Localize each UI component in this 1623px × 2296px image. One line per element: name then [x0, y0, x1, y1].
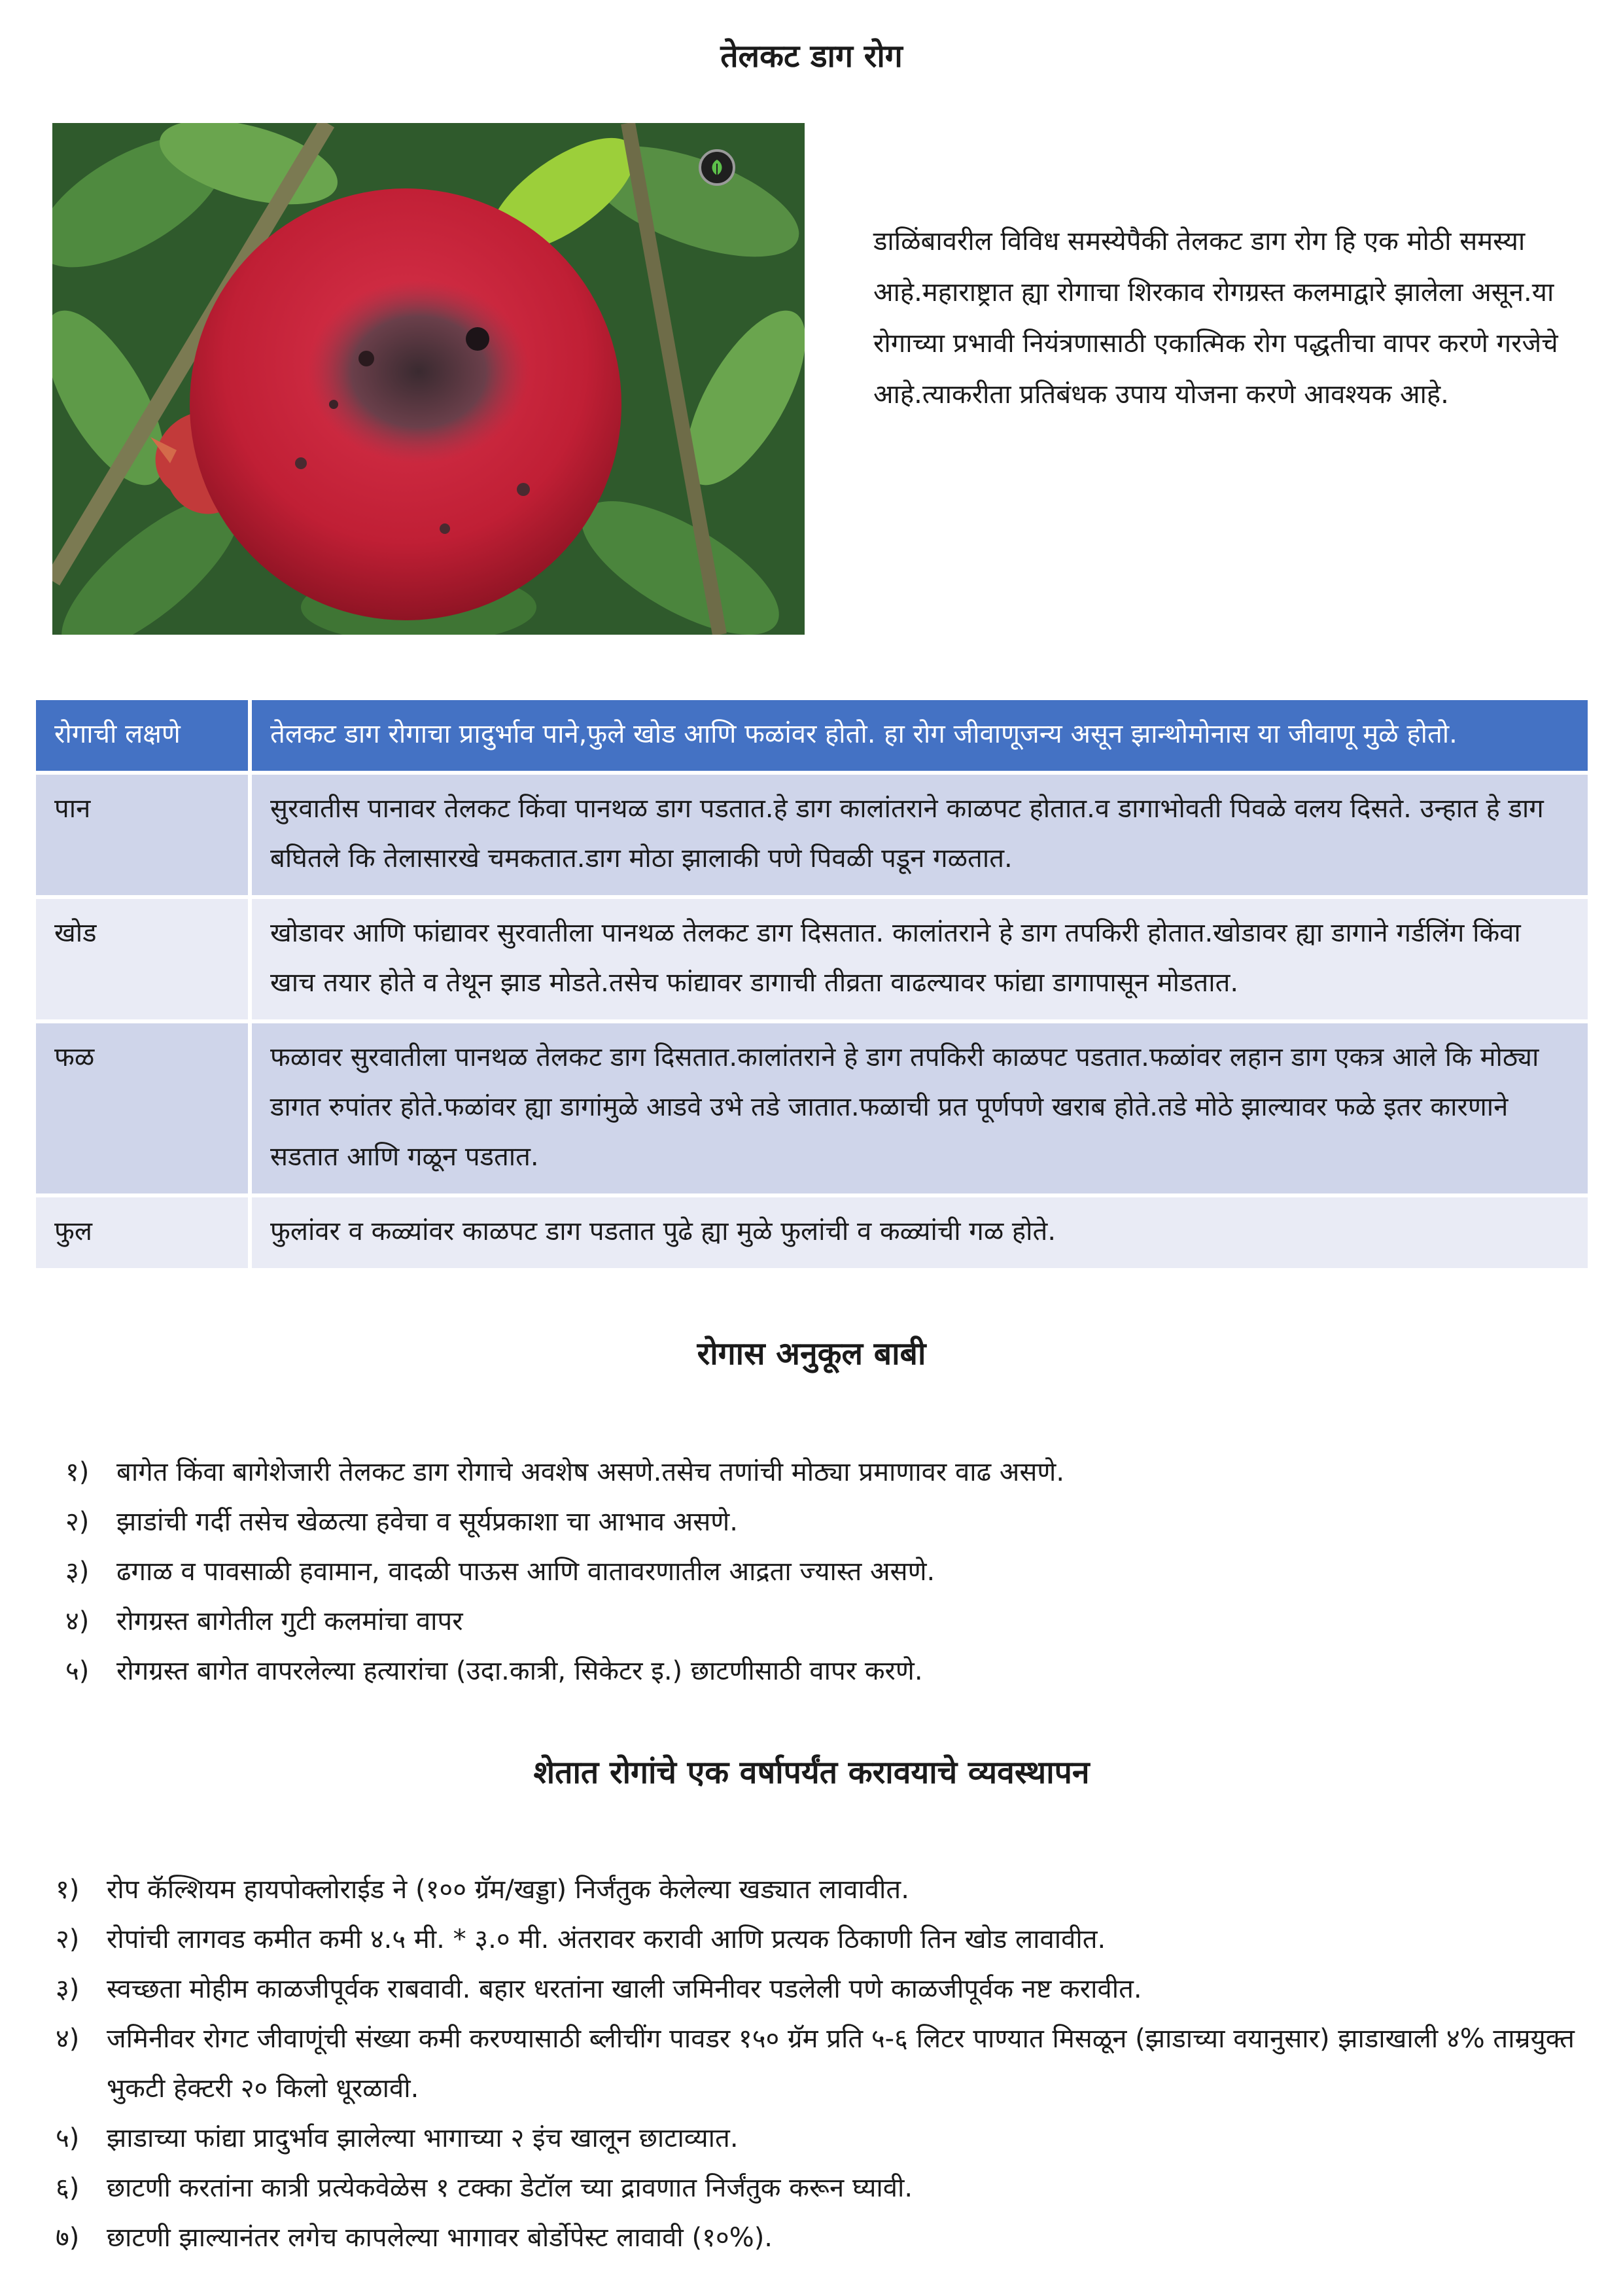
item-number: ४) [56, 2024, 80, 2054]
favorable-list [65, 1447, 1570, 1696]
management-title: शेतात रोगांचे एक वर्षापर्यंत करावयाचे व्यवस्थापन [533, 1754, 1090, 1791]
item-text: ढगाळ व पावसाळी हवामान, वादळी पाऊस आणि वातावरणातील आद्रता ज्यास्त असणे. [116, 1557, 935, 1587]
item-number: २) [65, 1507, 90, 1537]
list-item [65, 1447, 1570, 1497]
item-text: रोपांची लागवड कमीत कमी ४.५ मी. * ३.० मी. अंतरावर करावी आणि प्रत्यक ठिकाणी तिन खोड लावावीत. [107, 1924, 1106, 1954]
pomegranate-photo [52, 123, 805, 635]
row-text: फळावर सुरवातीला पानथळ तेलकट डाग दिसतात.कालांतराने हे डाग तपकिरी काळपट पडतात.फळांवर लहान डाग एकत्र आले कि मोठ्या डागत रुपांतर होते.फळांवर ह्या डागांमुळे आडवे उभे तडे जातात.फळाची प्रत पूर्णपणे खराब होते.तडे मोठे झाल्यावर फळे इतर कारणाने सडतात आणि गळून पडतात. [250, 1021, 1588, 1195]
intro-paragraph: डाळिंबावरील विविध समस्येपैकी तेलकट डाग रोग हि एक मोठी समस्या आहे.महाराष्ट्रात ह्या रोगाचा शिरकाव रोगग्रस्त कलमाद्वारे झालेला असून.या रोगाच्या प्रभावी नियंत्रणासाठी एकात्मिक रोग पद्धतीचा वापर करणे गरजेचे आहे.त्याकरीता प्रतिबंधक उपाय योजना करणे आवश्यक आहे. [873, 226, 1558, 410]
list-item [65, 1497, 1570, 1547]
item-text: छाटणी करतांना कात्री प्रत्येकवेळेस १ टक्का डेटॉल च्या द्रावणात निर्जंतुक करून घ्यावी. [107, 2173, 913, 2203]
item-text: छाटणी झाल्यानंतर लगेच कापलेल्या भागावर बोर्डोपेस्ट लावावी (१०%). [107, 2223, 773, 2253]
symptoms-table [36, 700, 1588, 1272]
row-label: खोड [36, 897, 250, 1021]
item-text: रोप कॅल्शियम हायपोक्लोराईड ने (१०० ग्रॅम/खड्डा) निर्जंतुक केलेल्या खड्यात लावावीत. [107, 1875, 909, 1905]
item-number: ५) [65, 1656, 90, 1686]
table-row [36, 1021, 1588, 1195]
row-label: पान [36, 773, 250, 897]
row-text: फुलांवर व कळ्यांवर काळपट डाग पडतात पुढे ह्या मुळे फुलांची व कळ्यांची गळ होते. [250, 1195, 1588, 1270]
list-item [56, 2014, 1580, 2113]
item-number: ३) [65, 1557, 90, 1587]
row-label: फळ [36, 1021, 250, 1195]
item-number: ३) [56, 1974, 80, 2004]
item-number: ७) [56, 2223, 80, 2253]
list-item [65, 1597, 1570, 1646]
item-number: १) [56, 1875, 80, 1905]
item-text: रोगग्रस्त बागेत वापरलेल्या हत्यारांचा (उदा.कात्री, सिकेटर इ.) छाटणीसाठी वापर करणे. [116, 1656, 923, 1686]
row-label: फुल [36, 1195, 250, 1270]
list-item [56, 1915, 1580, 1964]
item-text: झाडांची गर्दी तसेच खेळत्या हवेचा व सूर्यप्रकाशा चा आभाव असणे. [116, 1507, 738, 1537]
item-number: २) [56, 1924, 80, 1954]
page-title: तेलकट डाग रोग [720, 38, 903, 75]
item-text: जमिनीवर रोगट जीवाणूंची संख्या कमी करण्यासाठी ब्लीचींग पावडर १५० ग्रॅम प्रति ५-६ लिटर पाण्यात मिसळून (झाडाच्या वयानुसार) झाडाखाली ४% ताम्रयुक्त भुकटी हेक्टरी २० किलो धूरळावी. [107, 2024, 1575, 2104]
item-number: ५) [56, 2123, 80, 2153]
list-item [56, 2213, 1580, 2263]
list-item [65, 1547, 1570, 1597]
item-number: ४) [65, 1606, 90, 1636]
leaf-logo-icon [699, 149, 735, 186]
list-item [56, 2113, 1580, 2163]
list-item [65, 1646, 1570, 1696]
list-item [56, 1964, 1580, 2014]
item-text: झाडाच्या फांद्या प्रादुर्भाव झालेल्या भागाच्या २ इंच खालून छाटाव्यात. [107, 2123, 739, 2153]
list-item [56, 1865, 1580, 1915]
row-text: सुरवातीस पानावर तेलकट किंवा पानथळ डाग पडतात.हे डाग कालांतराने काळपट होतात.व डागाभोवती पिवळे वलय दिसते. उन्हात हे डाग बघितले कि तेलासारखे चमकतात.डाग मोठा झालाकी पणे पिवळी पडून गळतात. [250, 773, 1588, 897]
table-row [36, 700, 1588, 773]
favorable-title: रोगास अनुकूल बाबी [697, 1335, 926, 1372]
item-text: रोगग्रस्त बागेतील गुटी कलमांचा वापर [116, 1606, 463, 1636]
management-list [56, 1865, 1580, 2263]
item-number: १) [65, 1457, 90, 1487]
row-label: रोगाची लक्षणे [36, 700, 250, 773]
table-row [36, 897, 1588, 1021]
row-text: खोडावर आणि फांद्यावर सुरवातीला पानथळ तेलकट डाग दिसतात. कालांतराने हे डाग तपकिरी होतात.खोडावर ह्या डागाने गर्डलिंग किंवा खाच तयार होते व तेथून झाड मोडते.तसेच फांद्यावर डागाची तीव्रता वाढल्यावर फांद्या डागापासून मोडतात. [250, 897, 1588, 1021]
item-text: स्वच्छता मोहीम काळजीपूर्वक राबवावी. बहार धरतांना खाली जमिनीवर पडलेली पणे काळजीपूर्वक नष्ट करावीत. [107, 1974, 1142, 2004]
list-item [56, 2163, 1580, 2213]
row-text: तेलकट डाग रोगाचा प्रादुर्भाव पाने,फुले खोड आणि फळांवर होतो. हा रोग जीवाणूजन्य असून झान्थोमोनास या जीवाणू मुळे होतो. [250, 700, 1588, 773]
table-row [36, 773, 1588, 897]
item-text: बागेत किंवा बागेशेजारी तेलकट डाग रोगाचे अवशेष असणे.तसेच तणांची मोठ्या प्रमाणावर वाढ असणे. [116, 1457, 1065, 1487]
item-number: ६) [56, 2173, 80, 2203]
table-row [36, 1195, 1588, 1270]
